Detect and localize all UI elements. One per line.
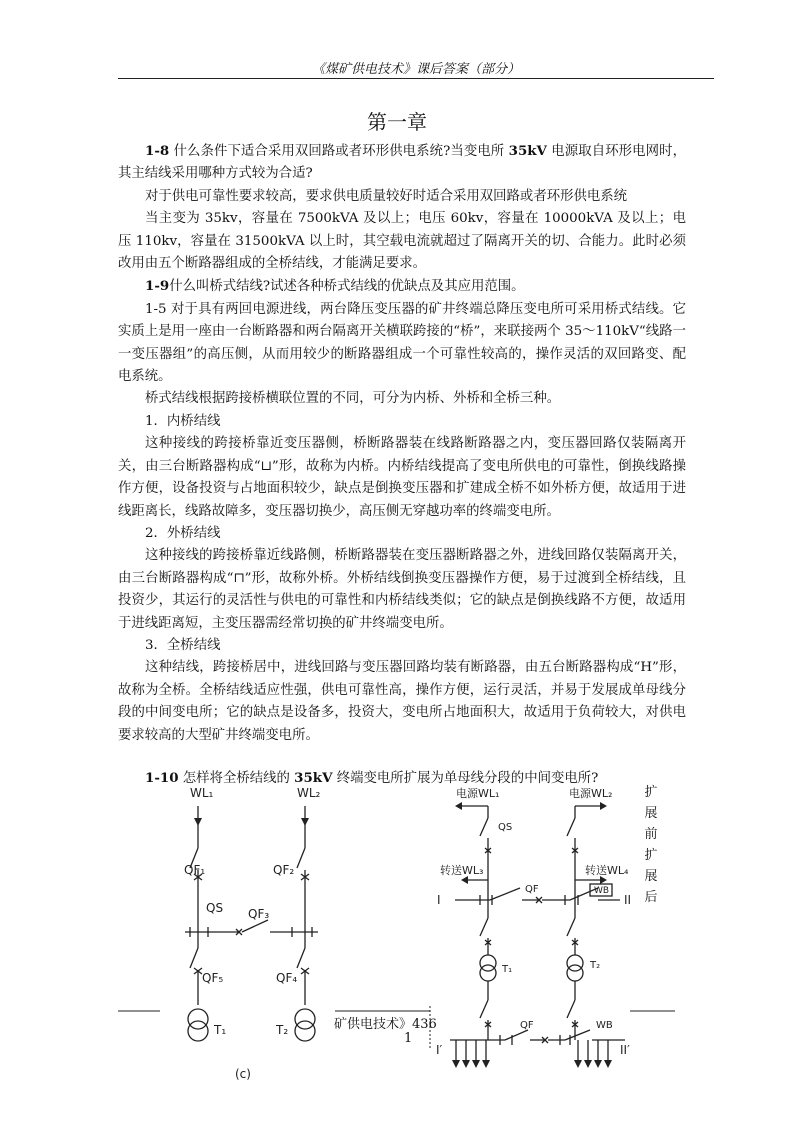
label-qs-right: QS: [498, 822, 513, 833]
label-bus-ii2: II′: [620, 1043, 630, 1057]
label-qf-top: QF: [525, 884, 539, 895]
label-trans4: 转送WL₄: [585, 864, 629, 877]
side-label: [641, 782, 661, 908]
expansion-diagram: [436, 786, 631, 1068]
section-full-bridge-text: 这种结线，跨接桥居中，进线回路与变压器回路均装有断路器，由五台断路器构成“H”形，故称为全桥。全桥结线适应性强，供电可靠性高，操作方便，运行灵活，并易于发展成单母线分段的中间变电所；它的缺点是设备多，投资大，变电所占地面积大，故适用于负荷较大，对供电要求较高的大型矿井终端变电所。: [118, 660, 686, 743]
side-char: 后: [644, 890, 658, 905]
section-outer-bridge-title: 2．外桥结线: [145, 525, 221, 541]
overlap-footer-text: 矿供电技术》436: [334, 1017, 437, 1032]
header-rule: [118, 78, 714, 79]
answer-1-9-p2: 桥式结线根据跨接桥横联位置的不同，可分为内桥、外桥和全桥三种。: [145, 391, 561, 407]
label-src2: 电源WL₂: [569, 787, 613, 800]
label-t1: T₁: [214, 1023, 227, 1037]
label-t2-right: T₂: [590, 960, 601, 971]
label-qs: QS: [206, 901, 224, 915]
section-full-bridge-title: 3．全桥结线: [145, 637, 221, 653]
label-trans3: 转送WL₃: [440, 864, 484, 877]
side-char: 扩: [644, 785, 658, 800]
overlap-page-number: 1: [404, 1031, 413, 1046]
label-qf4: QF₄: [276, 971, 298, 985]
label-bus-i2: I′: [436, 1043, 443, 1057]
question-1-8: 1-8 什么条件下适合采用双回路或者环形供电系统?当变电所 35kV 电源取自环形电网时，其主结线采用哪种方式较为合适?: [118, 143, 686, 182]
label-t2: T₂: [276, 1023, 289, 1037]
answer-1-8-p2: 当主变为 35kv，容量在 7500kVA 及以上；电压 60kv，容量在 10000kVA 及以上；电压 110kv，容量在 31500kVA 以上时，其空载电流就超过了隔离开关的切、合能力。此时必须改用由五个断路器组成的全桥结线，才能满足要求。: [118, 211, 686, 272]
label-qf-bottom: QF: [520, 1020, 534, 1031]
wiring-diagram: [0, 760, 794, 1123]
label-wl2: WL₂: [297, 786, 321, 800]
label-wb-top-box: WB: [594, 886, 610, 896]
figure-caption: (c): [235, 1067, 251, 1081]
side-char: 展: [644, 806, 658, 821]
side-char: 前: [644, 827, 658, 842]
section-outer-bridge-text: 这种接线的跨接桥靠近线路侧，桥断路器装在变压器断路器之外，进线回路仅装隔离开关，由三台断路器构成“⊓”形，故称外桥。外桥结线倒换变压器操作方便，易于过渡到全桥结线，且投资少，其运行的灵活性与供电的可靠性和内桥结线类似；它的缺点是倒换线路不方便，故适用于进线距离短，主变压器需经常切换的矿井终端变电所。: [118, 548, 686, 631]
label-bus-i: I: [437, 893, 441, 907]
full-bridge-diagram: [184, 786, 321, 1081]
chapter-title: 第一章: [367, 110, 427, 134]
question-1-10: 1-10 怎样将全桥结线的 35kV 终端变电所扩展为单母线分段的中间变电所?: [145, 769, 599, 786]
label-wl1: WL₁: [190, 786, 214, 800]
side-char: 扩: [644, 848, 658, 863]
label-qf1: QF₁: [184, 863, 206, 877]
label-bus-ii: II: [624, 893, 632, 907]
page-header: 《煤矿供电技术》课后答案（部分）: [311, 62, 520, 77]
side-char: 展: [644, 869, 658, 884]
section-inner-bridge-title: 1．内桥结线: [145, 413, 221, 429]
label-qf2: QF₂: [273, 863, 295, 877]
label-wb-bottom: WB: [596, 1020, 613, 1031]
answer-1-8-p1: 对于供电可靠性要求较高，要求供电质量较好时适合采用双回路或者环形供电系统: [145, 188, 628, 204]
document-body: [118, 140, 686, 790]
label-qf3: QF₃: [248, 907, 270, 921]
question-1-9: 1-9什么叫桥式结线?试述各种桥式结线的优缺点及其应用范围。: [145, 278, 525, 295]
feeder-arrows: [452, 1040, 612, 1068]
label-t1-right: T₁: [502, 964, 513, 975]
label-qf5: QF₅: [202, 971, 224, 985]
answer-1-9-p1: 1-5 对于具有两回电源进线，两台降压变压器的矿井终端总降压变电所可采用桥式结线。它实质上是用一座由一台断路器和两台隔离开关横联跨接的“桥”，来联接两个 35～110kV“线路一一变压器组”的高压侧，从而用较少的断路器组成一个可靠性较高的，操作灵活的双回路变、配电系统。: [118, 301, 686, 385]
section-inner-bridge-text: 这种接线的跨接桥靠近变压器侧，桥断路器装在线路断路器之内，变压器回路仅装隔离开关，由三台断路器构成“⊔”形，故称为内桥。内桥结线提高了变电所供电的可靠性，倒换线路操作方便，设备投资与占地面积较少，缺点是倒换变压器和扩建成全桥不如外桥方便，故适用于进线距离长，线路故障多，变压器切换少，高压侧无穿越功率的终端变电所。: [118, 436, 686, 519]
label-src1: 电源WL₁: [456, 787, 500, 800]
